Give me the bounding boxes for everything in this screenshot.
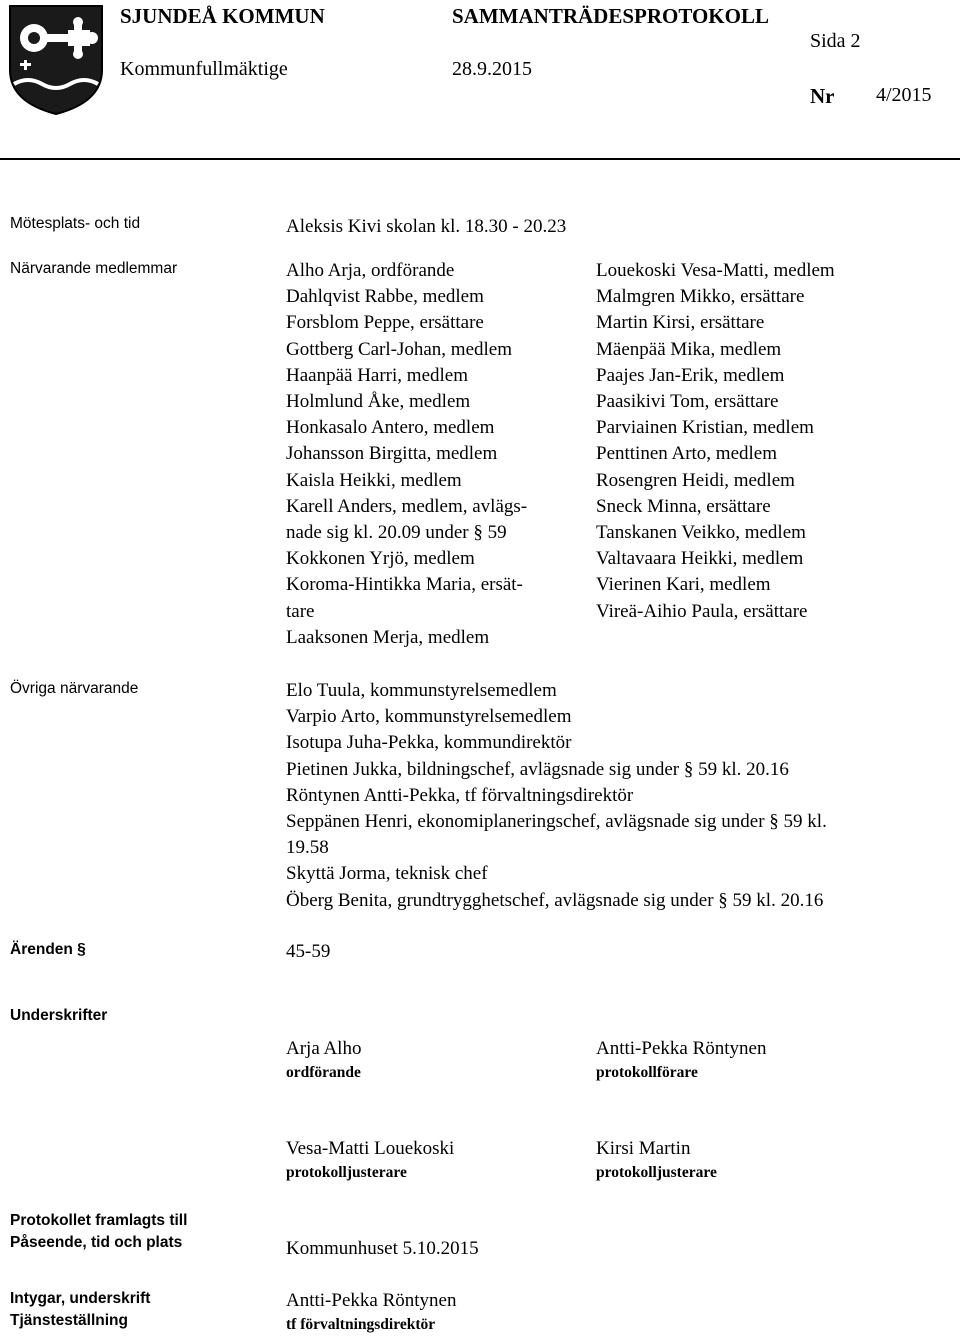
attendee-entry: Skyttä Jorma, teknisk chef <box>286 863 488 885</box>
attendee-entry: Isotupa Juha-Pekka, kommundirektör <box>286 732 572 754</box>
attendee-entry: 19.58 <box>286 837 329 859</box>
member-entry: Koroma-Hintikka Maria, ersät- <box>286 574 523 596</box>
checker-1-role: protokolljusterare <box>286 1164 407 1181</box>
attendee-entry: Öberg Benita, grundtrygghetschef, avlägsnade sig under § 59 kl. 20.16 <box>286 889 824 911</box>
member-entry: Karell Anders, medlem, avlägs- <box>286 495 528 517</box>
secretary-role: protokollförare <box>596 1064 698 1081</box>
member-entry: Kaisla Heikki, medlem <box>286 469 462 491</box>
member-entry: nade sig kl. 20.09 under § 59 <box>286 522 507 544</box>
municipality-name: SJUNDEÅ KOMMUN <box>120 4 325 28</box>
certificate-name: Antti-Pekka Röntynen <box>286 1290 457 1311</box>
member-entry: tare <box>286 600 315 622</box>
matters-label: Ärenden § <box>10 941 86 958</box>
protocol-number: 4/2015 <box>876 84 932 106</box>
meeting-date: 28.9.2015 <box>452 58 532 80</box>
member-entry: Forsblom Peppe, ersättare <box>286 312 484 334</box>
page-number: Sida 2 <box>810 30 861 52</box>
secretary-name: Antti-Pekka Röntynen <box>596 1038 767 1059</box>
member-entry: Sneck Minna, ersättare <box>596 495 771 517</box>
member-entry: Penttinen Arto, medlem <box>596 443 778 465</box>
member-entry: Holmlund Åke, medlem <box>286 391 471 413</box>
display-label-line-2: Påseende, tid och plats <box>10 1234 183 1251</box>
member-entry: Malmgren Mikko, ersättare <box>596 286 805 308</box>
attendee-entry: Pietinen Jukka, bildningschef, avlägsnade sig under § 59 kl. 20.16 <box>286 758 789 780</box>
member-entry: Honkasalo Antero, medlem <box>286 417 495 439</box>
others-present-list <box>286 678 827 914</box>
member-entry: Vierinen Kari, medlem <box>596 574 771 596</box>
present-members-column-2 <box>596 258 835 625</box>
member-entry: Tanskanen Veikko, medlem <box>596 522 806 544</box>
member-entry: Mäenpää Mika, medlem <box>596 338 782 360</box>
member-entry: Valtavaara Heikki, medlem <box>596 548 804 570</box>
member-entry: Laaksonen Merja, medlem <box>286 626 490 648</box>
protocol-number-label: Nr <box>810 84 835 108</box>
checker-2-role: protokolljusterare <box>596 1164 717 1181</box>
header-divider <box>0 158 960 160</box>
matters-value: 45-59 <box>286 941 331 962</box>
member-entry: Kokkonen Yrjö, medlem <box>286 548 475 570</box>
governing-body: Kommunfullmäktige <box>120 58 288 80</box>
member-entry: Martin Kirsi, ersättare <box>596 312 765 334</box>
signatures-label: Underskrifter <box>10 1007 108 1024</box>
member-entry: Johansson Birgitta, medlem <box>286 443 498 465</box>
attendee-entry: Varpio Arto, kommunstyrelsemedlem <box>286 706 572 728</box>
member-entry: Paasikivi Tom, ersättare <box>596 391 779 413</box>
checker-1-name: Vesa-Matti Louekoski <box>286 1138 455 1159</box>
attendee-entry: Elo Tuula, kommunstyrelsemedlem <box>286 680 557 701</box>
certificate-label-line-2: Tjänsteställning <box>10 1312 128 1329</box>
member-entry: Parviainen Kristian, medlem <box>596 417 814 439</box>
member-entry: Vireä-Aihio Paula, ersättare <box>596 600 808 622</box>
member-entry: Gottberg Carl-Johan, medlem <box>286 338 513 360</box>
others-present-label: Övriga närvarande <box>10 680 139 697</box>
meeting-place-label: Mötesplats- och tid <box>10 215 141 232</box>
checker-2-name: Kirsi Martin <box>596 1138 691 1159</box>
certificate-title: tf förvaltningsdirektör <box>286 1316 436 1333</box>
chair-role: ordförande <box>286 1064 361 1081</box>
document-type: SAMMANTRÄDESPROTOKOLL <box>452 4 769 28</box>
attendee-entry: Röntynen Antti-Pekka, tf förvaltningsdirektör <box>286 784 634 806</box>
present-members-column-1 <box>286 258 527 651</box>
member-entry: Dahlqvist Rabbe, medlem <box>286 286 484 308</box>
display-label-line-1: Protokollet framlagts till <box>10 1212 188 1229</box>
chair-name: Arja Alho <box>286 1038 362 1059</box>
certificate-label-line-1: Intygar, underskrift <box>10 1290 151 1307</box>
meeting-place-value: Aleksis Kivi skolan kl. 18.30 - 20.23 <box>286 216 567 237</box>
member-entry: Haanpää Harri, medlem <box>286 364 468 386</box>
attendee-entry: Seppänen Henri, ekonomiplaneringschef, avlägsnade sig under § 59 kl. <box>286 811 827 833</box>
member-entry: Alho Arja, ordförande <box>286 260 455 281</box>
member-entry: Paajes Jan-Erik, medlem <box>596 364 785 386</box>
present-members-label: Närvarande medlemmar <box>10 260 178 277</box>
member-entry: Rosengren Heidi, medlem <box>596 469 795 491</box>
municipality-coat-of-arms <box>8 4 104 116</box>
member-entry: Louekoski Vesa-Matti, medlem <box>596 260 835 281</box>
display-value: Kommunhuset 5.10.2015 <box>286 1238 479 1259</box>
